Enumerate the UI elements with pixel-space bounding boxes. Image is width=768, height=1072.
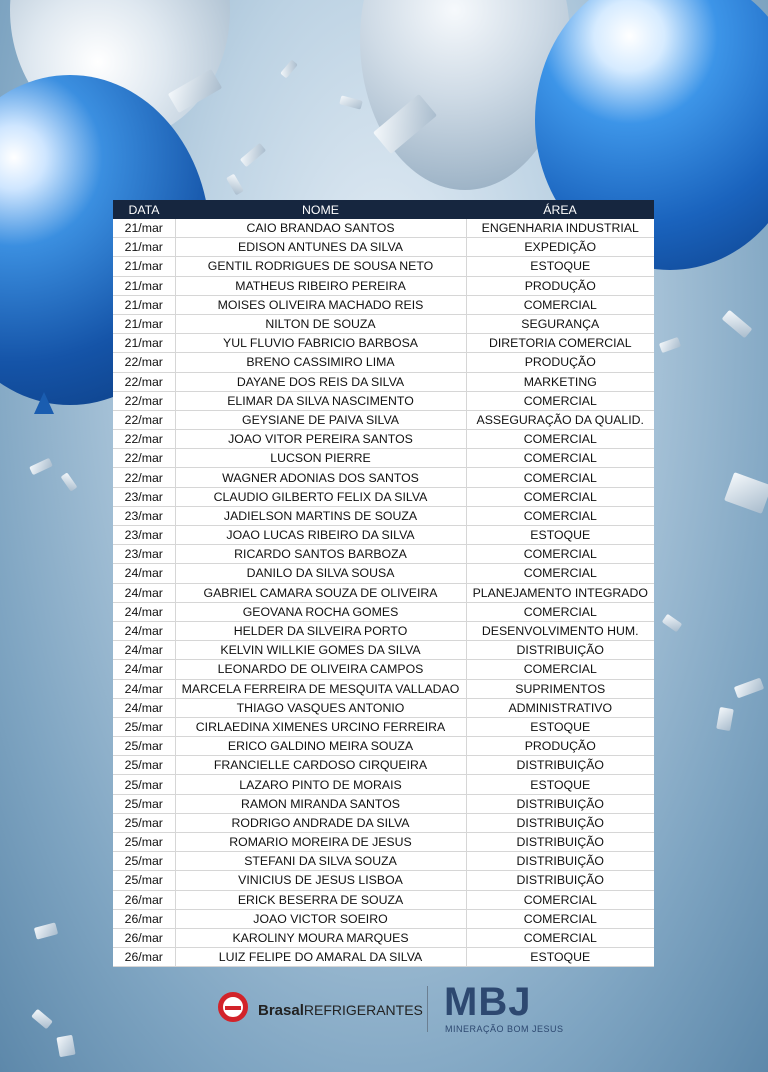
table-row (113, 813, 654, 832)
row-date: 24/mar (113, 660, 175, 679)
row-date: 22/mar (113, 430, 175, 449)
table-row (113, 372, 654, 391)
row-area: COMERCIAL (466, 909, 654, 928)
row-area: PLANEJAMENTO INTEGRADO (466, 583, 654, 602)
row-name: MOISES OLIVEIRA MACHADO REIS (175, 295, 466, 314)
table-row (113, 660, 654, 679)
row-name: LAZARO PINTO DE MORAIS (175, 775, 466, 794)
row-area: ESTOQUE (466, 717, 654, 736)
table-row (113, 621, 654, 640)
row-area: COMERCIAL (466, 430, 654, 449)
row-name: ROMARIO MOREIRA DE JESUS (175, 833, 466, 852)
row-date: 25/mar (113, 717, 175, 736)
row-area: PRODUÇÃO (466, 276, 654, 295)
table-row (113, 890, 654, 909)
table-header-row (113, 200, 654, 219)
row-name: EDISON ANTUNES DA SILVA (175, 238, 466, 257)
row-date: 26/mar (113, 909, 175, 928)
row-name: ELIMAR DA SILVA NASCIMENTO (175, 391, 466, 410)
row-date: 22/mar (113, 372, 175, 391)
row-name: ERICK BESERRA DE SOUZA (175, 890, 466, 909)
row-date: 25/mar (113, 852, 175, 871)
row-area: COMERCIAL (466, 928, 654, 947)
row-name: LUIZ FELIPE DO AMARAL DA SILVA (175, 948, 466, 967)
row-name: STEFANI DA SILVA SOUZA (175, 852, 466, 871)
row-area: MARKETING (466, 372, 654, 391)
row-name: CLAUDIO GILBERTO FELIX DA SILVA (175, 487, 466, 506)
row-area: DISTRIBUIÇÃO (466, 641, 654, 660)
row-date: 21/mar (113, 257, 175, 276)
row-area: DISTRIBUIÇÃO (466, 852, 654, 871)
table-row (113, 833, 654, 852)
confetti (659, 337, 681, 353)
mbj-logo: MBJ (444, 980, 532, 1024)
row-date: 26/mar (113, 948, 175, 967)
confetti (29, 458, 53, 475)
row-date: 25/mar (113, 737, 175, 756)
confetti (226, 174, 244, 196)
row-area: ESTOQUE (466, 948, 654, 967)
row-area: PRODUÇÃO (466, 353, 654, 372)
row-date: 26/mar (113, 928, 175, 947)
row-name: JOAO LUCAS RIBEIRO DA SILVA (175, 526, 466, 545)
table-row (113, 756, 654, 775)
brasal-logo-text: BrasalREFRIGERANTES (258, 1002, 423, 1019)
row-name: GEOVANA ROCHA GOMES (175, 602, 466, 621)
table-row (113, 314, 654, 333)
confetti (722, 310, 753, 338)
row-date: 21/mar (113, 276, 175, 295)
row-area: COMERCIAL (466, 602, 654, 621)
row-date: 24/mar (113, 679, 175, 698)
row-area: DISTRIBUIÇÃO (466, 833, 654, 852)
row-name: HELDER DA SILVEIRA PORTO (175, 621, 466, 640)
table-row (113, 928, 654, 947)
row-date: 24/mar (113, 583, 175, 602)
balloon-knot (34, 392, 54, 414)
table-row (113, 641, 654, 660)
table-row (113, 909, 654, 928)
table-row (113, 737, 654, 756)
row-date: 22/mar (113, 468, 175, 487)
confetti (734, 678, 764, 699)
header-area: ÁREA (466, 200, 654, 219)
mbj-logo-subtitle: MINERAÇÃO BOM JESUS (445, 1024, 564, 1034)
row-area: COMERCIAL (466, 506, 654, 525)
row-area: COMERCIAL (466, 487, 654, 506)
table-row (113, 410, 654, 429)
header-name: NOME (175, 200, 466, 219)
row-name: DANILO DA SILVA SOUSA (175, 564, 466, 583)
row-area: DISTRIBUIÇÃO (466, 756, 654, 775)
row-date: 25/mar (113, 756, 175, 775)
row-area: DIRETORIA COMERCIAL (466, 334, 654, 353)
row-name: JOAO VITOR PEREIRA SANTOS (175, 430, 466, 449)
row-name: VINICIUS DE JESUS LISBOA (175, 871, 466, 890)
table-row (113, 871, 654, 890)
confetti (339, 95, 363, 109)
row-name: ERICO GALDINO MEIRA SOUZA (175, 737, 466, 756)
row-name: WAGNER ADONIAS DOS SANTOS (175, 468, 466, 487)
table-row (113, 219, 654, 238)
row-area: ASSEGURAÇÃO DA QUALID. (466, 410, 654, 429)
row-name: THIAGO VASQUES ANTONIO (175, 698, 466, 717)
table-row (113, 526, 654, 545)
row-date: 21/mar (113, 295, 175, 314)
row-name: DAYANE DOS REIS DA SILVA (175, 372, 466, 391)
logo-divider (427, 986, 428, 1032)
row-name: CIRLAEDINA XIMENES URCINO FERREIRA (175, 717, 466, 736)
table-row (113, 295, 654, 314)
table-row (113, 717, 654, 736)
row-name: BRENO CASSIMIRO LIMA (175, 353, 466, 372)
table-row (113, 334, 654, 353)
row-name: FRANCIELLE CARDOSO CIRQUEIRA (175, 756, 466, 775)
row-date: 23/mar (113, 487, 175, 506)
row-date: 25/mar (113, 794, 175, 813)
row-area: SEGURANÇA (466, 314, 654, 333)
row-date: 25/mar (113, 775, 175, 794)
row-date: 24/mar (113, 698, 175, 717)
table-row (113, 775, 654, 794)
row-area: DISTRIBUIÇÃO (466, 871, 654, 890)
confetti (61, 472, 78, 491)
confetti (240, 143, 266, 167)
confetti (662, 614, 682, 633)
header-date: DATA (113, 200, 175, 219)
confetti (724, 472, 768, 514)
row-area: COMERCIAL (466, 890, 654, 909)
row-date: 22/mar (113, 410, 175, 429)
row-date: 24/mar (113, 621, 175, 640)
row-area: COMERCIAL (466, 545, 654, 564)
row-area: COMERCIAL (466, 391, 654, 410)
row-area: COMERCIAL (466, 295, 654, 314)
row-name: YUL FLUVIO FABRICIO BARBOSA (175, 334, 466, 353)
row-date: 24/mar (113, 602, 175, 621)
row-area: COMERCIAL (466, 468, 654, 487)
row-date: 25/mar (113, 871, 175, 890)
row-area: DISTRIBUIÇÃO (466, 813, 654, 832)
row-area: COMERCIAL (466, 564, 654, 583)
row-area: ESTOQUE (466, 526, 654, 545)
table-row (113, 679, 654, 698)
table-row (113, 506, 654, 525)
row-name: JADIELSON MARTINS DE SOUZA (175, 506, 466, 525)
table-row (113, 430, 654, 449)
row-area: ADMINISTRATIVO (466, 698, 654, 717)
table-row (113, 583, 654, 602)
table-row (113, 276, 654, 295)
table-body (113, 219, 654, 967)
row-name: CAIO BRANDAO SANTOS (175, 219, 466, 238)
table-row (113, 353, 654, 372)
row-name: NILTON DE SOUZA (175, 314, 466, 333)
row-name: MATHEUS RIBEIRO PEREIRA (175, 276, 466, 295)
row-area: ESTOQUE (466, 257, 654, 276)
row-date: 25/mar (113, 813, 175, 832)
table-row (113, 468, 654, 487)
row-date: 21/mar (113, 219, 175, 238)
table-row (113, 852, 654, 871)
table-row (113, 487, 654, 506)
row-name: LEONARDO DE OLIVEIRA CAMPOS (175, 660, 466, 679)
table-row (113, 698, 654, 717)
row-date: 23/mar (113, 506, 175, 525)
row-date: 26/mar (113, 890, 175, 909)
row-date: 24/mar (113, 641, 175, 660)
brasal-logo-icon (218, 992, 248, 1022)
row-name: KAROLINY MOURA MARQUES (175, 928, 466, 947)
row-area: DISTRIBUIÇÃO (466, 794, 654, 813)
row-date: 22/mar (113, 353, 175, 372)
row-name: MARCELA FERREIRA DE MESQUITA VALLADAO (175, 679, 466, 698)
table-row (113, 948, 654, 967)
row-area: ESTOQUE (466, 775, 654, 794)
row-name: GENTIL RODRIGUES DE SOUSA NETO (175, 257, 466, 276)
table-row (113, 449, 654, 468)
row-name: RAMON MIRANDA SANTOS (175, 794, 466, 813)
confetti (716, 707, 734, 731)
row-date: 24/mar (113, 564, 175, 583)
row-date: 25/mar (113, 833, 175, 852)
table-row (113, 564, 654, 583)
row-area: ENGENHARIA INDUSTRIAL (466, 219, 654, 238)
row-area: EXPEDIÇÃO (466, 238, 654, 257)
row-name: GABRIEL CAMARA SOUZA DE OLIVEIRA (175, 583, 466, 602)
row-area: PRODUÇÃO (466, 737, 654, 756)
row-name: RODRIGO ANDRADE DA SILVA (175, 813, 466, 832)
row-date: 23/mar (113, 545, 175, 564)
row-area: COMERCIAL (466, 660, 654, 679)
row-date: 22/mar (113, 449, 175, 468)
row-area: SUPRIMENTOS (466, 679, 654, 698)
table-row (113, 545, 654, 564)
row-area: DESENVOLVIMENTO HUM. (466, 621, 654, 640)
row-area: COMERCIAL (466, 449, 654, 468)
footer-logos (0, 980, 768, 1050)
birthday-table (113, 200, 654, 967)
confetti (34, 922, 58, 939)
table-row (113, 794, 654, 813)
row-name: GEYSIANE DE PAIVA SILVA (175, 410, 466, 429)
row-date: 21/mar (113, 334, 175, 353)
row-date: 22/mar (113, 391, 175, 410)
row-name: LUCSON PIERRE (175, 449, 466, 468)
row-date: 21/mar (113, 314, 175, 333)
table-row (113, 238, 654, 257)
row-name: JOAO VICTOR SOEIRO (175, 909, 466, 928)
table-row (113, 391, 654, 410)
confetti (280, 60, 298, 79)
row-date: 23/mar (113, 526, 175, 545)
row-date: 21/mar (113, 238, 175, 257)
table-row (113, 257, 654, 276)
table-row (113, 602, 654, 621)
row-name: KELVIN WILLKIE GOMES DA SILVA (175, 641, 466, 660)
row-name: RICARDO SANTOS BARBOZA (175, 545, 466, 564)
